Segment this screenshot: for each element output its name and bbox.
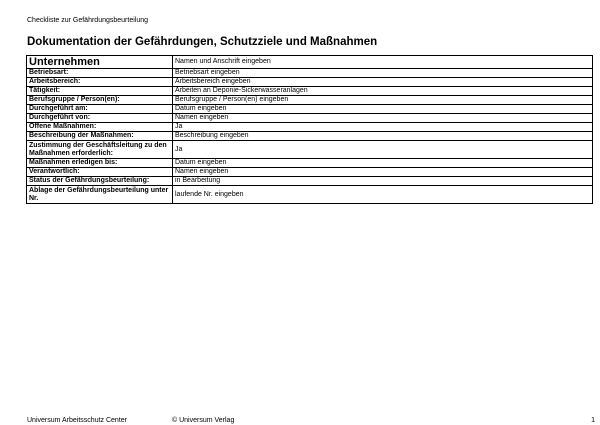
table-row-beschreibung: [27, 132, 593, 141]
measures-description-field[interactable]: Beschreibung eingeben: [173, 132, 593, 141]
footer-copyright: © Universum Verlag: [172, 417, 235, 424]
row-label: Durchgeführt von:: [27, 114, 173, 123]
row-label: Arbeitsbereich:: [27, 78, 173, 87]
filing-number-field[interactable]: laufende Nr. eingeben: [173, 186, 593, 204]
row-label: Ablage der Gefährdungsbeurteilung unter Nr.: [27, 186, 173, 204]
table-row-verantwortlich: [27, 168, 593, 177]
table-row-durchgefuehrt-von: [27, 114, 593, 123]
row-label: Status der Gefährdungsbeurteilung:: [27, 177, 173, 186]
footer-publisher: Universum Arbeitsschutz Center: [27, 417, 127, 424]
table-row-taetigkeit: [27, 87, 593, 96]
row-label: Tätigkeit:: [27, 87, 173, 96]
table-row-zustimmung: [27, 141, 593, 159]
row-label: Verantwortlich:: [27, 168, 173, 177]
table-row-ablage: [27, 186, 593, 204]
row-label: Berufsgruppe / Person(en):: [27, 96, 173, 105]
row-label: Betriebsart:: [27, 69, 173, 78]
activity-field[interactable]: Arbeiten an Deponie-Sickerwasseranlagen: [173, 87, 593, 96]
table-row-arbeitsbereich: [27, 78, 593, 87]
row-label: Zustimmung der Geschäftsleitung zu den Maßnahmen erforderlich:: [27, 141, 173, 159]
row-label: Durchgeführt am:: [27, 105, 173, 114]
management-approval-field[interactable]: Ja: [173, 141, 593, 159]
date-conducted-field[interactable]: Datum eingeben: [173, 105, 593, 114]
table-row-berufsgruppe: [27, 96, 593, 105]
row-label: Unternehmen: [27, 56, 173, 69]
work-area-field[interactable]: Arbeitsbereich eingeben: [173, 78, 593, 87]
company-field[interactable]: Namen und Anschrift eingeben: [173, 56, 593, 69]
row-label: Maßnahmen erledigen bis:: [27, 159, 173, 168]
table-row-betriebsart: [27, 69, 593, 78]
table-row-unternehmen: [27, 56, 593, 69]
checklist-title: Checkliste zur Gefährdungsbeurteilung: [27, 17, 149, 24]
row-label: Offene Maßnahmen:: [27, 123, 173, 132]
page-title: Dokumentation der Gefährdungen, Schutzziele und Maßnahmen: [27, 36, 378, 48]
open-measures-field[interactable]: Ja: [173, 123, 593, 132]
conducted-by-field[interactable]: Namen eingeben: [173, 114, 593, 123]
responsible-field[interactable]: Namen eingeben: [173, 168, 593, 177]
due-date-field[interactable]: Datum eingeben: [173, 159, 593, 168]
table-row-offene-massnahmen: [27, 123, 593, 132]
business-type-field[interactable]: Betriebsart eingeben: [173, 69, 593, 78]
table-row-status: [27, 177, 593, 186]
row-label: Beschreibung der Maßnahmen:: [27, 132, 173, 141]
table-row-erledigen-bis: [27, 159, 593, 168]
occupational-group-field[interactable]: Berufsgruppe / Person(en) eingeben: [173, 96, 593, 105]
table-row-durchgefuehrt-am: [27, 105, 593, 114]
page-number: 1: [591, 417, 595, 424]
documentation-table: [26, 55, 593, 204]
status-field[interactable]: in Bearbeitung: [173, 177, 593, 186]
